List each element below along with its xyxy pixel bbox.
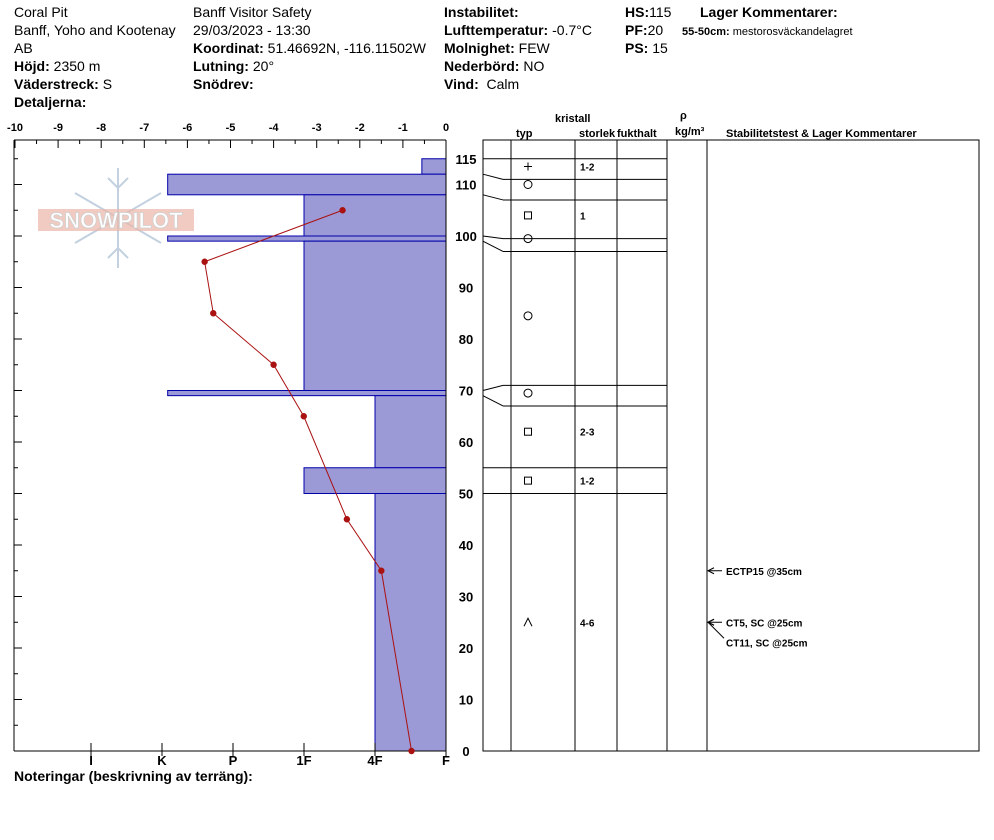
type-header: typ <box>516 128 533 140</box>
rho-header: ρ <box>680 110 687 122</box>
hardness-tick-label: K <box>157 753 167 768</box>
layer-connector <box>483 236 503 239</box>
temp-tick-label: -8 <box>96 122 107 134</box>
hs-value: 115 <box>649 4 672 20</box>
stability-test-label: CT5, SC @25cm <box>726 618 803 630</box>
crystal-size: 1-2 <box>580 476 595 488</box>
temperature-point <box>339 207 345 213</box>
instability-label: Instabilitet: <box>444 4 519 20</box>
wind-label: Vind: <box>444 76 479 92</box>
crystal-faceted-icon <box>525 477 532 484</box>
moisture-header: fukthalt <box>617 128 657 140</box>
hardness-layer-bar <box>304 468 446 494</box>
airtemp-value: -0.7°C <box>552 22 592 38</box>
crystal-faceted-icon <box>525 212 532 219</box>
crystal-size: 4-6 <box>580 618 595 630</box>
hardness-tick-label: 1F <box>296 753 312 768</box>
region: Banff, Yoho and Kootenay <box>14 22 176 38</box>
temperature-point <box>301 413 307 419</box>
hardness-tick-label: I <box>89 753 93 768</box>
hardness-layer-bar <box>168 174 446 195</box>
airtemp-label: Lufttemperatur: <box>444 22 549 38</box>
depth-tick-label: 50 <box>458 486 474 502</box>
sky-value: FEW <box>518 40 550 56</box>
temperature-point <box>408 748 414 754</box>
slope-value: 20° <box>252 58 275 74</box>
ps-value: 15 <box>652 40 668 56</box>
hardness-layer-bar <box>304 195 446 236</box>
crystal-size: 1-2 <box>580 162 595 174</box>
datetime: 29/03/2023 - 13:30 <box>193 22 311 38</box>
temperature-point <box>210 310 216 316</box>
layer-connector <box>483 396 503 406</box>
temp-tick-label: -10 <box>7 122 23 134</box>
elevation-label: Höjd: <box>14 58 50 74</box>
pf-label: PF: <box>625 22 648 38</box>
stability-header: Stabilitetstest & Lager Kommentarer <box>726 128 917 140</box>
depth-tick-label: 115 <box>455 151 477 167</box>
coord-label: Koordinat: <box>193 40 264 56</box>
hardness-layer-bar <box>375 494 446 752</box>
hardness-layer-bar <box>304 241 446 390</box>
layer-connector <box>483 195 503 200</box>
temperature-point <box>201 259 207 265</box>
temp-tick-label: -6 <box>182 122 193 134</box>
pf-value: 20 <box>647 22 664 38</box>
organization: Banff Visitor Safety <box>193 4 312 20</box>
coord-value: 51.46692N, -116.11502W <box>267 40 426 56</box>
crystal-rounded-icon <box>524 181 532 189</box>
layer-connector <box>483 241 503 251</box>
depth-tick-label: 10 <box>458 692 474 708</box>
temperature-point <box>344 516 350 522</box>
drift-label: Snödrev: <box>193 76 254 92</box>
hardness-tick-label: F <box>442 753 450 768</box>
size-header: storlek <box>579 128 616 140</box>
layer-comment-text: mestorosväckandelagret <box>732 26 853 38</box>
layer-connector <box>483 174 503 179</box>
depth-tick-label: 110 <box>455 177 477 193</box>
stability-test-label: CT11, SC @25cm <box>726 638 808 650</box>
precip-value: NO <box>523 58 545 74</box>
hardness-layer-bar <box>375 396 446 468</box>
depth-tick-label: 20 <box>458 641 474 656</box>
depth-tick-label: 30 <box>458 589 474 605</box>
temp-tick-label: -7 <box>139 122 150 134</box>
layer-comments-label: Lager Kommentarer: <box>700 4 838 20</box>
depth-tick-label: 0 <box>462 744 470 759</box>
wind-value: Calm <box>486 76 520 92</box>
hardness-layer-bar <box>422 159 446 174</box>
depth-tick-label: 80 <box>458 332 474 347</box>
temperature-point <box>378 568 384 574</box>
sky-label: Molnighet: <box>444 40 515 56</box>
layer-table-frame <box>483 140 979 751</box>
crystal-size: 2-3 <box>580 427 595 439</box>
precip-label: Nederbörd: <box>444 58 520 74</box>
hs-label: HS: <box>625 4 650 20</box>
hardness-layer-bar <box>168 236 446 241</box>
temp-tick-label: -9 <box>53 122 63 134</box>
temp-tick-label: 0 <box>442 122 450 134</box>
depth-tick-label: 40 <box>458 538 474 553</box>
pit-name: Coral Pit <box>14 4 68 20</box>
depth-tick-label: 60 <box>458 435 474 450</box>
aspect-value: S <box>102 76 113 92</box>
crystal-faceted-icon <box>525 428 532 435</box>
depth-tick-label: 90 <box>458 280 474 296</box>
crystal-depthhoar-icon <box>524 618 532 626</box>
temp-tick-label: -2 <box>354 122 365 134</box>
elevation-value: 2350 m <box>53 58 101 74</box>
hardness-tick-label: 4F <box>367 753 383 768</box>
layer-comment-range: 55-50cm: <box>682 26 730 38</box>
crystal-rounded-icon <box>524 389 532 397</box>
temp-tick-label: -3 <box>311 122 322 134</box>
aspect-label: Väderstreck: <box>14 76 99 92</box>
crystal-rounded-icon <box>524 312 532 320</box>
density-unit-header: kg/m³ <box>675 126 705 138</box>
temp-tick-label: -5 <box>225 122 236 134</box>
hardness-tick-label: P <box>228 753 238 768</box>
depth-tick-label: 70 <box>458 383 474 399</box>
details-label: Detaljerna: <box>14 94 87 110</box>
hardness-layer-bar <box>168 391 446 396</box>
slope-label: Lutning: <box>193 58 249 74</box>
ps-label: PS: <box>625 40 649 56</box>
depth-tick-label: 100 <box>455 229 477 244</box>
notes-label: Noteringar (beskrivning av terräng): <box>14 768 253 784</box>
crystal-size: 1 <box>580 211 586 223</box>
stability-arrow <box>708 622 724 638</box>
logo-text: SNOWPILOT <box>49 208 183 233</box>
crystal-header: kristall <box>555 113 591 125</box>
temp-tick-label: -4 <box>268 122 279 134</box>
stability-test-label: ECTP15 @35cm <box>726 566 802 578</box>
temp-tick-label: -1 <box>398 122 408 134</box>
layer-connector <box>483 385 503 390</box>
crystal-newsnow-icon <box>524 162 532 170</box>
temperature-point <box>270 362 276 368</box>
province: AB <box>14 40 33 56</box>
